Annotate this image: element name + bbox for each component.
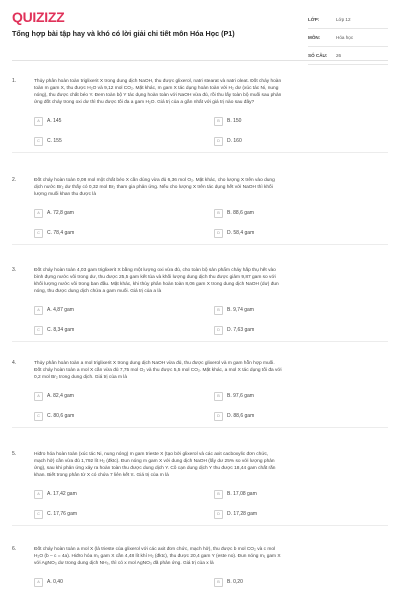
answer-option[interactable] (214, 305, 254, 315)
question-number: 4. (12, 360, 17, 366)
option-letter-box: D (214, 510, 223, 519)
answer-option[interactable] (214, 577, 243, 587)
option-text: C. 17,76 gam (47, 511, 78, 517)
answer-option[interactable] (214, 208, 254, 218)
option-letter-box: A (34, 209, 43, 218)
option-text: B. 88,6 gam (227, 210, 254, 216)
question-line: toàn m gam X, thu được H₂O và 9,12 mol CO₂. Mặt khác, m gam X tác dụng hoàn toàn với H₂ dư (xúc tác Ni, nung (34, 86, 279, 91)
option-text: D. 88,6 gam (227, 413, 255, 419)
question-text (34, 267, 384, 295)
option-text: B. 0,20 (227, 579, 243, 585)
option-text: D. 58,4 gam (227, 230, 255, 236)
option-text: A. 17,42 gam (47, 491, 77, 497)
question-text (34, 451, 384, 479)
answer-option[interactable] (214, 228, 254, 238)
meta-row-subject (308, 29, 388, 47)
answer-option[interactable] (214, 489, 257, 499)
answer-option[interactable] (34, 208, 74, 218)
question-divider (12, 244, 388, 245)
quizizz-logo: QUIZIZZ (12, 9, 65, 25)
option-text: C. 78,4 gam (47, 230, 75, 236)
question-line: ứng), sau khi phản ứng xảy ra hoàn toàn thu được dung dịch Y. Cô cạn dung dịch Y thu được 18,44 gam chất rắn (34, 466, 276, 471)
meta-key: SỐ CÂU: (308, 53, 328, 58)
answer-option[interactable] (34, 136, 62, 146)
question-line: Đốt cháy hoàn toàn 0,08 mol một chất béo X cần dùng vừa đủ 6,36 mol O₂. Mặt khác, cho lượng X trên vào dung (34, 178, 275, 183)
option-letter-box: B (214, 490, 223, 499)
meta-panel (308, 11, 388, 65)
option-letter-box: A (34, 490, 43, 499)
option-text: B. 97,6 gam (227, 393, 254, 399)
meta-value: Hóa học (336, 35, 354, 40)
question-number: 5. (12, 451, 17, 457)
question-line: H₂O (b – c = 4a). Hiđro hóa m₁ gam X cần 4,48 lít khí H₂ (đktc), thu được 20,4 gam Y (este no). Đun nóng m₁ gam X (34, 554, 281, 559)
option-text: A. 82,4 gam (47, 393, 74, 399)
question-line: Đốt cháy hoàn toàn 4,03 gam triglixerit X bằng một lượng oxi vừa đủ, cho toàn bộ sản phẩm cháy hấp thụ hết vào (34, 268, 276, 273)
option-text: A. 0,40 (47, 579, 63, 585)
question-line: Đốt cháy hoàn toàn a mol X cần vừa đủ 7,75 mol O₂ và thu được 5,5 mol CO₂. Mặt khác, a mol X tác dụng tối đa với (34, 368, 282, 373)
question-number: 6. (12, 546, 17, 552)
meta-row-count (308, 47, 388, 65)
question-text (34, 177, 384, 198)
question-line: Đốt cháy hoàn toàn a mol X (là trieste của glixerol với các axit đơn chức, mạch hở), thu được b mol CO₂ và c mol (34, 547, 276, 552)
question-line: Thủy phân hoàn toàn triglixerit X trong dung dịch NaOH, thu được glixerol, natri stearat và natri oleat. Đốt cháy hoàn (34, 79, 282, 84)
option-text: A. 145 (47, 118, 62, 124)
option-text: C. 155 (47, 138, 62, 144)
document-title: Tổng hợp bài tập hay và khó có lời giải chi tiết môn Hóa Học (P1) (12, 29, 235, 38)
option-letter-box: B (214, 306, 223, 315)
option-letter-box: D (214, 326, 223, 335)
option-letter-box: C (34, 326, 43, 335)
question-line: nóng), thu được chất béo Y. Đem toàn bộ Y tác dụng hoàn toàn với NaOH vừa đủ, rồi thu lấy toàn bộ muối sau phản (34, 93, 282, 98)
question-line: với AgNO₃ dư trong dung dịch NH₃, thì có x mol AgNO₃ đã phản ứng. Giá trị của x là (34, 561, 214, 566)
answer-option[interactable] (34, 489, 77, 499)
option-text: B. 150 (227, 118, 242, 124)
question-line: bình đựng nước vôi trong dư, thu được 25,5 gam kết tủa và khối lượng dung dịch thu được giảm 9,87 gam so với (34, 275, 276, 280)
option-text: A. 72,8 gam (47, 210, 74, 216)
meta-key: MÔN: (308, 35, 321, 40)
question-line: Hiđro hóa hoàn toàn (xúc tác Ni, nung nóng) m gam trieste X (tạo bởi glixerol và các axit cacboxylic đơn chức, (34, 452, 269, 457)
answer-option[interactable] (34, 116, 61, 126)
answer-option[interactable] (214, 325, 254, 335)
question-text (34, 546, 384, 567)
answer-option[interactable] (34, 509, 77, 519)
question-divider (12, 152, 388, 153)
option-letter-box: B (214, 117, 223, 126)
question-divider (12, 427, 388, 428)
question-line: ứng đốt cháy trong oxi dư thì thu được tối đa a gam H₂O. Giá trị của a gần nhất với giá trị nào sau đây? (34, 100, 255, 105)
option-text: D. 17,28 gam (227, 511, 258, 517)
question-line: mạch hở) cần vừa đủ 1,792 lít H₂ (đktc). Đun nóng m gam X với dung dịch NaOH (lấy dư 25% so với lượng phản (34, 459, 275, 464)
question-line: khối lượng nước vôi trong ban đầu. Mặt khác, khi thủy phân hoàn toàn 8,06 gam X trong dung dịch NaOH (dư) đun (34, 282, 279, 287)
option-text: B. 9,74 gam (227, 307, 254, 313)
answer-option[interactable] (214, 136, 242, 146)
option-letter-box: D (214, 229, 223, 238)
answer-option[interactable] (34, 577, 63, 587)
answer-option[interactable] (34, 411, 74, 421)
meta-value: 26 (336, 53, 342, 58)
option-letter-box: B (214, 392, 223, 401)
option-letter-box: B (214, 209, 223, 218)
question-line: Thủy phân hoàn toàn a mol triglixerit X trong dung dịch NaOH vừa đủ, thu được glixerol và m gam hỗn hợp muối. (34, 361, 275, 366)
option-letter-box: A (34, 392, 43, 401)
option-text: C. 8,34 gam (47, 327, 75, 333)
question-divider (12, 525, 388, 526)
meta-value: Lớp 12 (336, 17, 351, 22)
answer-option[interactable] (34, 305, 74, 315)
answer-option[interactable] (214, 411, 254, 421)
option-letter-box: A (34, 578, 43, 587)
question-number: 3. (12, 267, 17, 273)
question-text (34, 78, 384, 106)
option-letter-box: C (34, 137, 43, 146)
answer-option[interactable] (214, 116, 241, 126)
header-divider (12, 60, 388, 61)
answer-option[interactable] (34, 228, 74, 238)
answer-option[interactable] (34, 391, 74, 401)
option-letter-box: C (34, 229, 43, 238)
option-text: C. 80,6 gam (47, 413, 75, 419)
meta-row-class (308, 11, 388, 29)
question-text (34, 360, 384, 381)
answer-option[interactable] (34, 325, 74, 335)
question-line: dịch nước Br₂ dư thấy có 0,32 mol Br₂ tham gia phản ứng. Nếu cho lượng X trên tác dụng hết với NaOH thì khối (34, 185, 273, 190)
option-letter-box: A (34, 306, 43, 315)
option-text: D. 160 (227, 138, 242, 144)
option-letter-box: D (214, 412, 223, 421)
meta-key: LỚP: (308, 17, 320, 22)
answer-option[interactable] (214, 509, 257, 519)
question-line: khan. Biết trong phân tử X có chứa 7 liên kết π. Giá trị của m là (34, 473, 169, 478)
answer-option[interactable] (214, 391, 254, 401)
option-letter-box: C (34, 510, 43, 519)
question-line: nóng, thu được dung dịch chứa a gam muối. Giá trị của a là (34, 289, 162, 294)
option-letter-box: A (34, 117, 43, 126)
question-number: 2. (12, 177, 17, 183)
question-divider (12, 341, 388, 342)
question-line: 0,2 mol Br₂ trong dung dịch. Giá trị của m là (34, 375, 128, 380)
option-letter-box: B (214, 578, 223, 587)
question-line: lượng muối khan thu được là (34, 192, 97, 197)
option-letter-box: D (214, 137, 223, 146)
option-text: B. 17,08 gam (227, 491, 257, 497)
option-text: D. 7,63 gam (227, 327, 255, 333)
question-number: 1. (12, 78, 17, 84)
option-letter-box: C (34, 412, 43, 421)
option-text: A. 4,87 gam (47, 307, 74, 313)
